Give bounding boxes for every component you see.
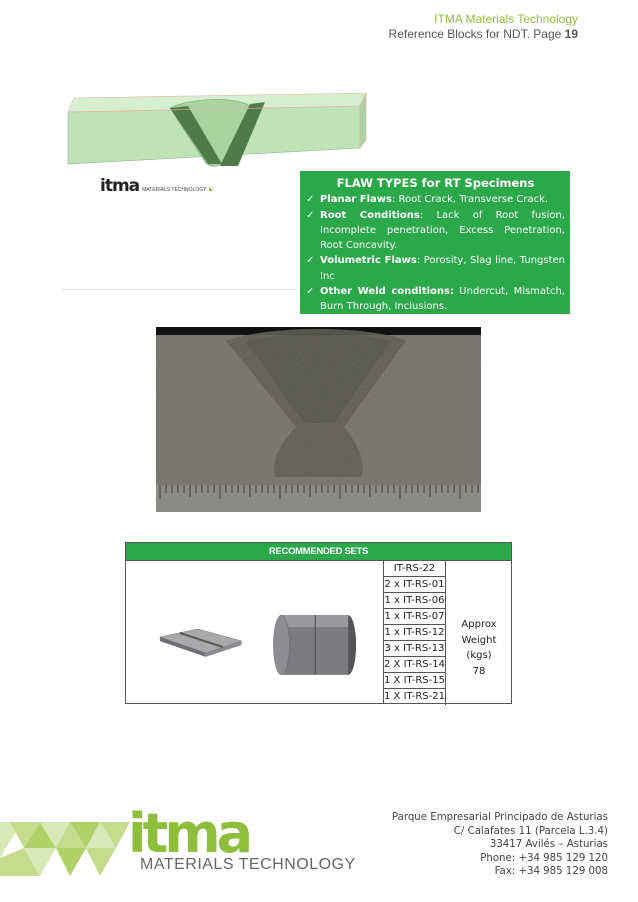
flaw-item-planar (306, 192, 565, 207)
page-number: 19 (564, 27, 578, 41)
flaw-types-box (300, 171, 570, 314)
flaw-text: Undercut, Mismatch, Burn Through, Inclusions. (320, 286, 565, 313)
set-code-cell: 1 X IT-RS-21 (384, 689, 446, 705)
recommended-sets-title: RECOMMENDED SETS (126, 543, 511, 561)
set-code-cell: 1 x IT-RS-12 (384, 625, 446, 641)
flaw-text: : Porosity, Slag line, Tungsten Inc (320, 255, 565, 282)
phone-number: Phone: +34 985 129 120 (480, 852, 608, 864)
logo-subtitle: MATERIALS TECHNOLOGY (142, 187, 207, 193)
address-line: Parque Empresarial Principado de Asturias (391, 812, 608, 823)
flaw-item-volumetric (306, 253, 565, 284)
weld-specimen-illustration (60, 90, 370, 170)
set-code-cell: 2 x IT-RS-01 (384, 577, 446, 593)
weld-macro-photo (156, 327, 481, 512)
flaw-label: Other Weld conditions: (320, 286, 454, 298)
weight-value: 78 (472, 665, 486, 677)
document-title-line (389, 27, 578, 42)
page-header (389, 12, 578, 42)
fax-number: Fax: +34 985 129 008 (494, 866, 608, 878)
checkmark-icon: ✓ (306, 194, 315, 206)
checkmark-icon: ✓ (306, 209, 315, 221)
set-code-cell: 1 x IT-RS-06 (384, 593, 446, 609)
set-code-cell: 1 X IT-RS-15 (384, 673, 446, 689)
logo-wordmark: itma (100, 176, 140, 196)
logo-triangle-icon (209, 187, 213, 191)
flaw-label: Root Conditions (320, 209, 420, 221)
checkmark-icon: ✓ (306, 255, 315, 267)
flaw-text: : Root Crack, Transverse Crack. (391, 194, 549, 206)
company-address (392, 811, 608, 879)
footer-triangle-pattern (0, 808, 140, 878)
footer-logo-subtitle: MATERIALS TECHNOLOGY (140, 856, 356, 873)
set-code-cell: 1 x IT-RS-07 (384, 609, 446, 625)
footer-logo-wordmark: itma (128, 808, 250, 856)
itma-logo-small (100, 176, 213, 196)
recommended-sets-table (125, 542, 512, 704)
weight-label-approx: Approx (461, 619, 497, 630)
set-code-cell: IT-RS-22 (384, 561, 446, 577)
flaw-text: : Lack of Root fusion, Incomplete penetration, Excess Penetration, Root Concavity. (320, 209, 565, 252)
approx-weight-cell (447, 617, 511, 679)
weight-label-unit: (kgs) (466, 650, 492, 661)
checkmark-icon: ✓ (306, 286, 315, 298)
address-line: 33417 Avilés – Asturias (489, 839, 608, 851)
recommended-sets-body (126, 561, 511, 704)
weight-label-weight: Weight (461, 634, 497, 646)
flaw-item-root (306, 208, 565, 254)
flaw-label: Planar Flaws (320, 194, 392, 206)
company-name: ITMA Materials Technology (434, 12, 578, 26)
flaw-label: Volumetric Flaws (320, 255, 417, 267)
set-code-cell: 3 x IT-RS-13 (384, 641, 446, 657)
address-line: C/ Calafates 11 (Parcela L.3.4) (453, 825, 608, 837)
document-title: Reference Blocks for NDT. (388, 27, 530, 41)
flaw-types-title: FLAW TYPES for RT Specimens (336, 176, 535, 190)
specimen-products-image (126, 561, 384, 704)
divider (62, 289, 298, 290)
set-code-cell: 2 X IT-RS-14 (384, 657, 446, 673)
flaw-item-other (306, 284, 565, 315)
page-label: Page (533, 27, 562, 41)
itma-logo-large (128, 808, 258, 856)
